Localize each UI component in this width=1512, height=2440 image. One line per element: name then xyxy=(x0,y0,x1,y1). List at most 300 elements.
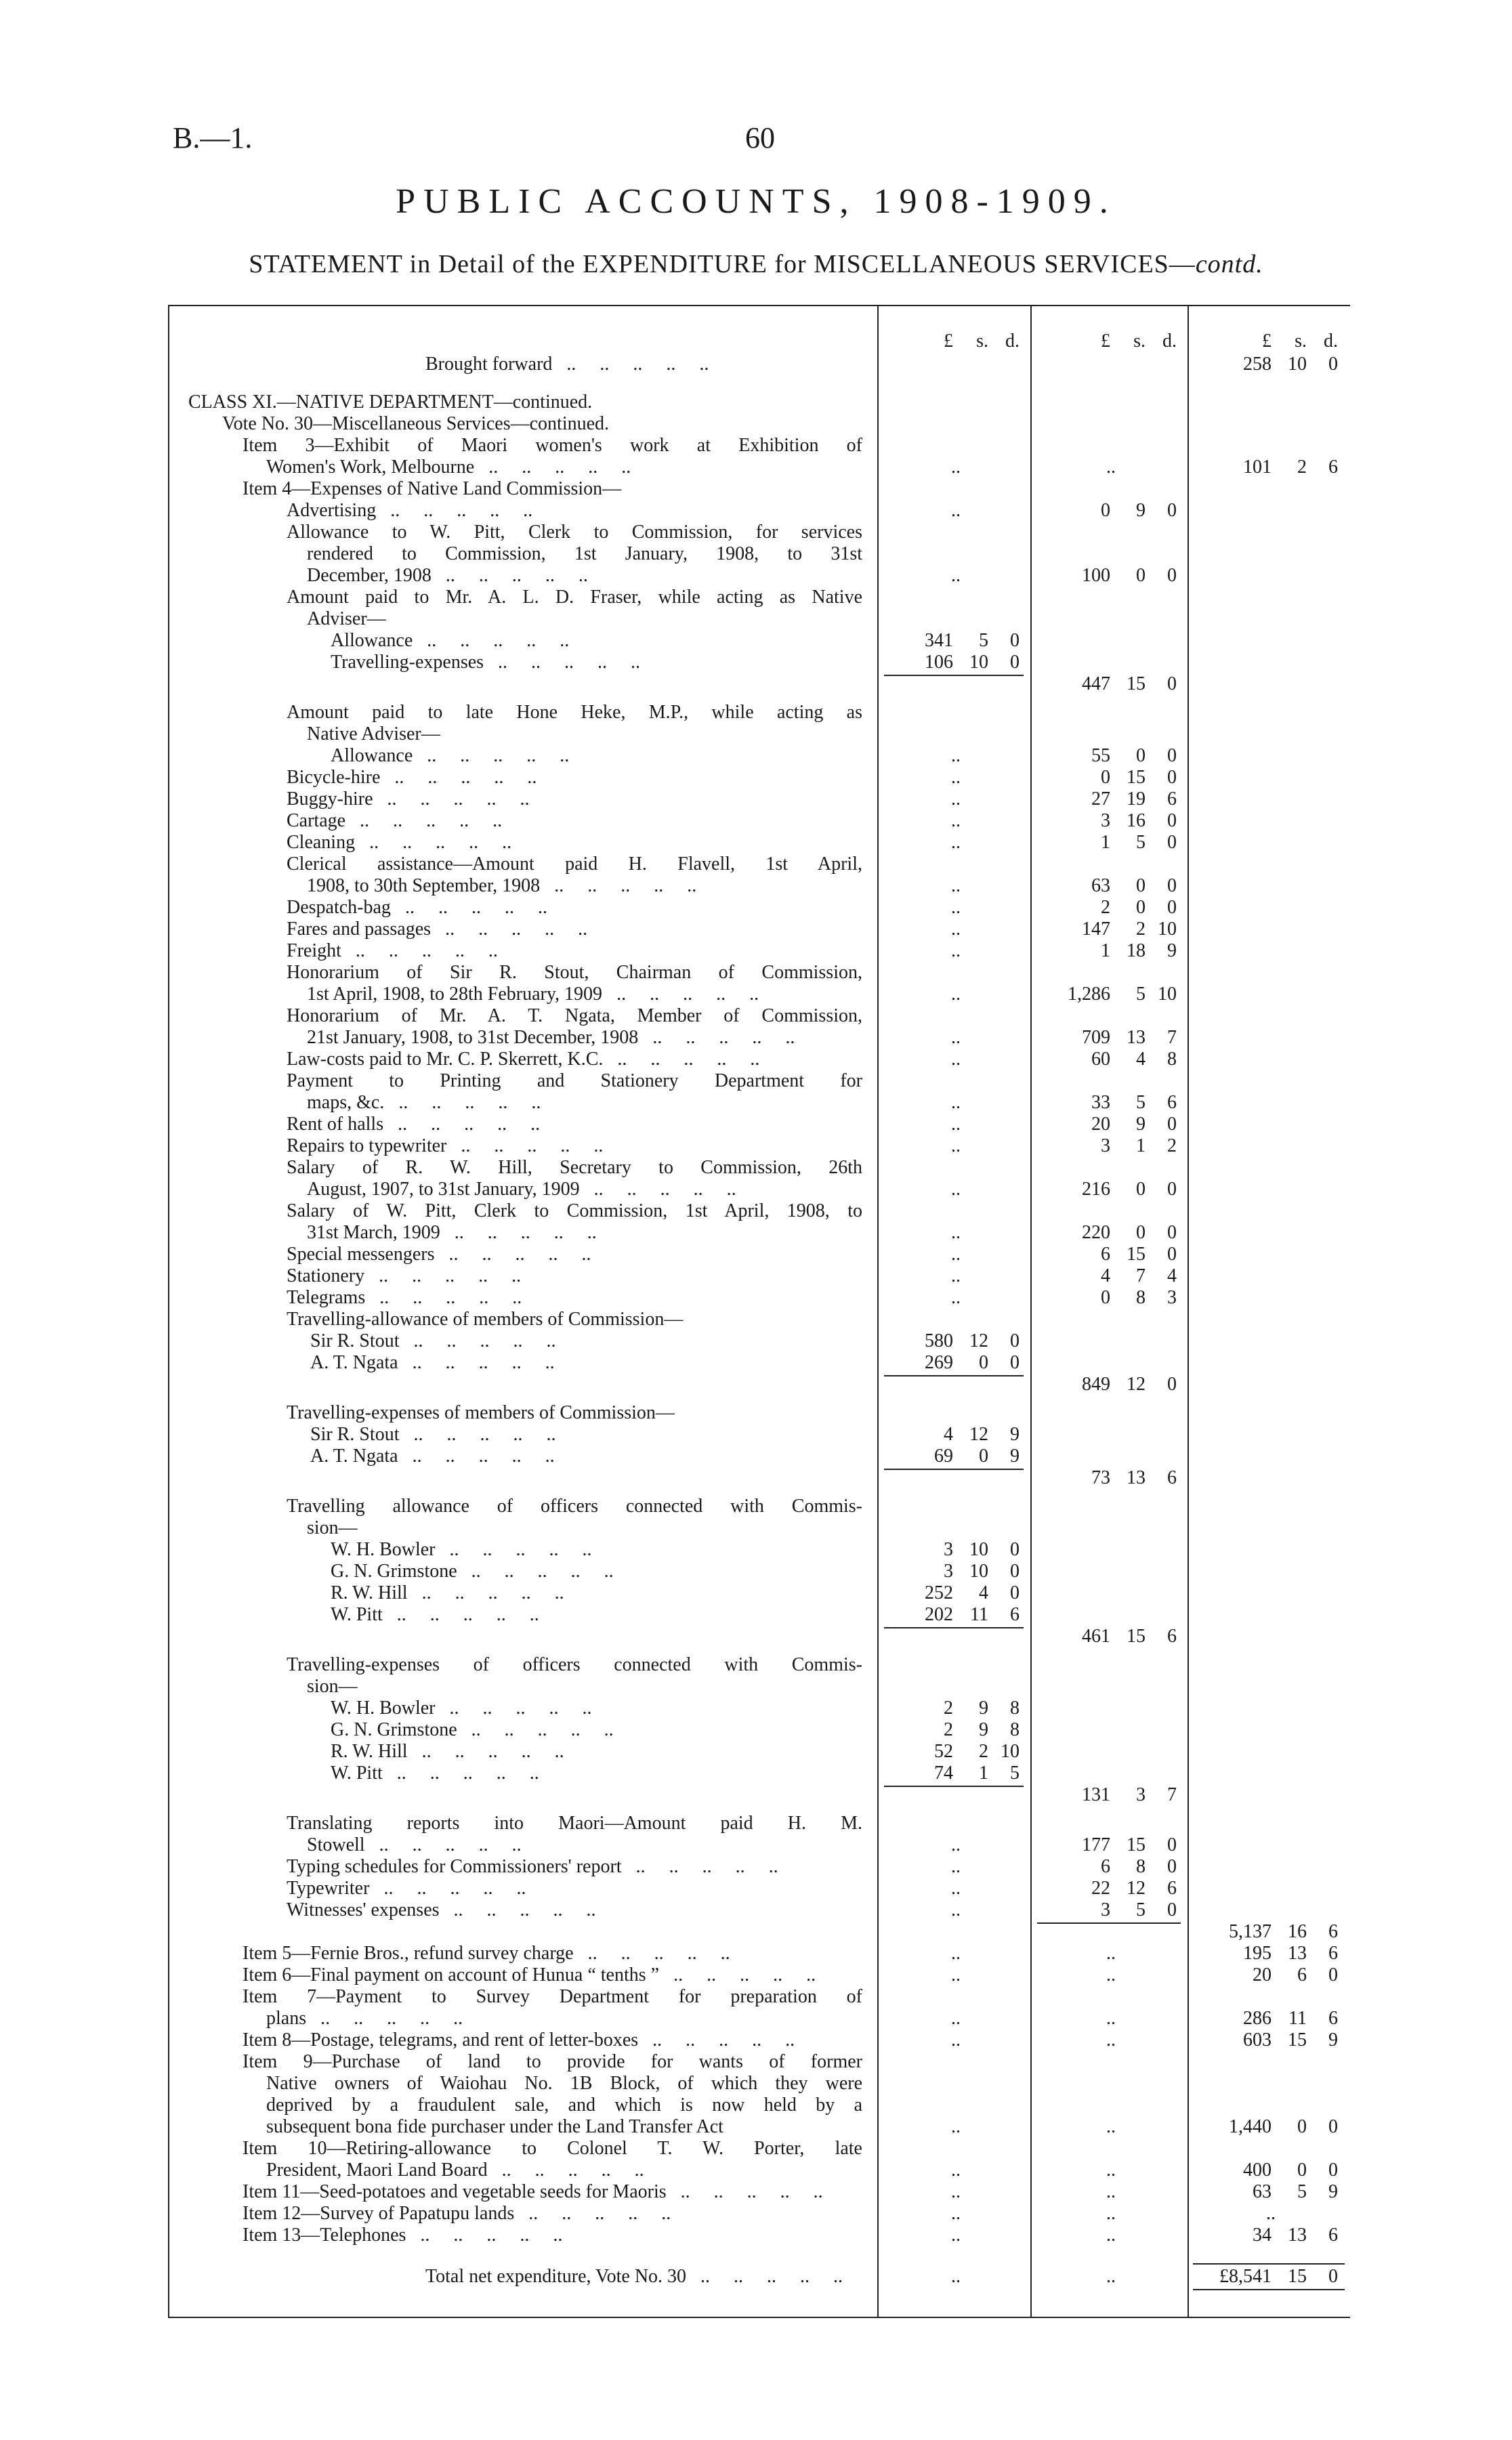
amount-cell-2 xyxy=(1030,1856,1188,1878)
shillings-value: 0 xyxy=(979,1446,988,1467)
pence-value: 6 xyxy=(1328,1943,1338,1964)
row-label: Allowance .. xyxy=(331,630,862,652)
shillings-value: 15 xyxy=(1127,673,1146,694)
amount-cell-2 xyxy=(1030,1964,1188,1986)
row-label: Typewriter .. xyxy=(287,1878,862,1899)
table-row xyxy=(168,1741,1350,1763)
amount-cell-2 xyxy=(1030,1899,1188,1921)
nil-marker: .. xyxy=(951,1265,961,1286)
pounds-value: 74 xyxy=(934,1763,953,1784)
pence-value: 0 xyxy=(1010,1561,1020,1582)
pounds-value: 73 xyxy=(1091,1467,1110,1488)
table-row xyxy=(168,702,1350,723)
shillings-value: 0 xyxy=(1136,897,1146,918)
table-row xyxy=(168,723,1350,745)
table-row xyxy=(168,1964,1350,1986)
shillings-value: 15 xyxy=(1127,767,1146,788)
amount-cell-1 xyxy=(877,897,1030,919)
amount-cell-2 xyxy=(1030,2225,1188,2246)
pence-value: 0 xyxy=(1167,1856,1177,1877)
shillings-value: 11 xyxy=(970,1604,988,1625)
row-label: sion— xyxy=(307,1517,358,1538)
table-row xyxy=(168,435,1350,457)
amount-cell-1 xyxy=(877,1446,1030,1467)
pence-value: 0 xyxy=(1328,1964,1338,1985)
pounds-value: 603 xyxy=(1243,2029,1272,2050)
pence-value: 0 xyxy=(1010,652,1020,673)
row-label: Stowell .. xyxy=(307,1834,862,1856)
pounds-value: 3 xyxy=(944,1539,953,1560)
shillings-value: 0 xyxy=(1136,1222,1146,1243)
pounds-value: 447 xyxy=(1082,673,1110,694)
table-row xyxy=(168,2266,1350,2288)
nil-marker: .. xyxy=(951,1943,961,1964)
nil-marker: .. xyxy=(951,2160,961,2181)
pounds-value: 55 xyxy=(1091,745,1110,766)
amount-cell-3 xyxy=(1188,1964,1350,1986)
pounds-value: 400 xyxy=(1243,2160,1272,2181)
pence-value: 6 xyxy=(1328,2225,1338,2246)
amount-cell-2 xyxy=(1030,457,1188,478)
amount-cell-2 xyxy=(1030,2266,1188,2288)
table-row xyxy=(168,810,1350,832)
row-label: Item 13—Telephones .. xyxy=(243,2225,862,2246)
page-reference: B.—1. xyxy=(173,121,253,154)
table-row xyxy=(168,1719,1350,1741)
pounds-value: 63 xyxy=(1253,2181,1272,2202)
amount-cell-1 xyxy=(877,1582,1030,1604)
amount-cell-1 xyxy=(877,1763,1030,1784)
row-label: Item 7—Payment to Survey Department for preparation of xyxy=(243,1986,862,2007)
nil-marker: .. xyxy=(1106,2116,1116,2137)
table-row xyxy=(168,413,1350,435)
nil-marker: .. xyxy=(951,2203,961,2224)
row-label: W. H. Bowler .. xyxy=(331,1539,862,1561)
table-row xyxy=(168,392,1350,413)
amount-cell-2 xyxy=(1030,2029,1188,2051)
column-header-pounds: £ xyxy=(944,331,953,352)
row-label: plans .. xyxy=(266,2008,862,2029)
amount-cell-1 xyxy=(877,630,1030,652)
table-row xyxy=(168,354,1350,375)
nil-marker: .. xyxy=(951,897,961,918)
amount-cell-2 xyxy=(1030,1784,1188,1806)
amount-cell-1 xyxy=(877,1943,1030,1964)
pence-value: 10 xyxy=(1158,984,1177,1005)
pounds-value: 106 xyxy=(925,652,953,673)
table-row xyxy=(168,854,1350,875)
row-label: Allowance to W. Pitt, Clerk to Commission, for services xyxy=(287,522,862,543)
table-row xyxy=(168,1092,1350,1114)
nil-marker: .. xyxy=(951,500,961,521)
pence-value: 8 xyxy=(1167,1049,1177,1070)
pence-value: 4 xyxy=(1167,1265,1177,1286)
pence-value: 6 xyxy=(1167,1626,1177,1647)
shillings-value: 8 xyxy=(1136,1856,1146,1877)
table-row xyxy=(168,1200,1350,1222)
pounds-value: 3 xyxy=(1101,1899,1110,1920)
pounds-value: 101 xyxy=(1243,457,1272,478)
pounds-value: 6 xyxy=(1101,1856,1110,1877)
amount-cell-2 xyxy=(1030,788,1188,810)
row-label: A. T. Ngata .. xyxy=(310,1446,862,1467)
table-row xyxy=(168,2160,1350,2181)
nil-marker: .. xyxy=(1106,2203,1116,2224)
amount-cell-1 xyxy=(877,1049,1030,1070)
pounds-value: 69 xyxy=(934,1446,953,1467)
row-label: Travelling-allowance of members of Commission— xyxy=(287,1309,684,1330)
row-label: Buggy-hire .. xyxy=(287,788,862,810)
amount-cell-1 xyxy=(877,1265,1030,1287)
nil-marker: .. xyxy=(1106,2266,1116,2287)
pounds-value: 1,286 xyxy=(1068,984,1110,1005)
pounds-value: 220 xyxy=(1082,1222,1110,1243)
row-label: Law-costs paid to Mr. C. P. Skerrett, K.C. .. xyxy=(287,1049,862,1070)
amount-cell-2 xyxy=(1030,1222,1188,1244)
amount-cell-1 xyxy=(877,1135,1030,1157)
table-row xyxy=(168,1986,1350,2008)
row-label: Repairs to typewriter .. xyxy=(287,1135,862,1157)
amount-cell-1 xyxy=(877,810,1030,832)
pounds-value: 2 xyxy=(944,1698,953,1719)
row-label: A. T. Ngata .. xyxy=(310,1352,862,1374)
pence-value: 0 xyxy=(1010,1539,1020,1560)
document-title: PUBLIC ACCOUNTS, 1908-1909. xyxy=(396,182,1116,221)
row-label: Rent of halls .. xyxy=(287,1114,862,1135)
pence-value: 8 xyxy=(1010,1719,1020,1740)
pounds-value: 34 xyxy=(1253,2225,1272,2246)
pence-value: 0 xyxy=(1328,2160,1338,2181)
shillings-value: 13 xyxy=(1127,1467,1146,1488)
row-label: President, Maori Land Board .. xyxy=(266,2160,862,2181)
amount-cell-1 xyxy=(877,2029,1030,2051)
nil-marker: .. xyxy=(951,767,961,788)
pence-value: 10 xyxy=(1158,919,1177,940)
shillings-value: 0 xyxy=(979,1352,988,1373)
nil-marker: .. xyxy=(1106,1964,1116,1985)
amount-cell-2 xyxy=(1030,565,1188,587)
pounds-value: 6 xyxy=(1101,1244,1110,1265)
row-label: Travelling-expenses of officers connected with Commis- xyxy=(287,1654,862,1675)
subtotal-row xyxy=(168,1374,1350,1395)
subtotal-row xyxy=(168,1467,1350,1489)
row-label: Honorarium of Sir R. Stout, Chairman of Commission, xyxy=(287,962,862,983)
shillings-value: 0 xyxy=(1136,875,1146,896)
row-label: Salary of W. Pitt, Clerk to Commission, 1st April, 1908, to xyxy=(287,1200,862,1221)
amount-cell-1 xyxy=(877,875,1030,897)
shillings-value: 15 xyxy=(1127,1834,1146,1855)
shillings-value: 5 xyxy=(1136,1092,1146,1113)
row-label: Travelling-expenses .. xyxy=(331,652,862,673)
table-row xyxy=(168,1330,1350,1352)
row-label: Item 8—Postage, telegrams, and rent of letter-boxes .. xyxy=(243,2029,862,2051)
row-label: Adviser— xyxy=(307,608,386,629)
amount-cell-1 xyxy=(877,2008,1030,2029)
amount-cell-3 xyxy=(1188,2160,1350,2181)
pence-value: 5 xyxy=(1010,1763,1020,1784)
nil-marker: .. xyxy=(951,1834,961,1855)
table-row xyxy=(168,543,1350,565)
shillings-value: 6 xyxy=(1297,1964,1307,1985)
pence-value: 0 xyxy=(1167,1222,1177,1243)
pounds-value: 20 xyxy=(1253,1964,1272,1985)
shillings-value: 2 xyxy=(1297,457,1307,478)
nil-marker: .. xyxy=(951,1856,961,1877)
amount-cell-2 xyxy=(1030,2116,1188,2138)
pence-value: 0 xyxy=(1167,1374,1177,1395)
column-header-shillings: s. xyxy=(976,331,988,352)
table-row xyxy=(168,457,1350,478)
table-row xyxy=(168,1676,1350,1698)
amount-cell-3 xyxy=(1188,2203,1350,2225)
amount-cell-2 xyxy=(1030,1049,1188,1070)
amount-cell-1 xyxy=(877,788,1030,810)
nil-marker: .. xyxy=(951,832,961,853)
amount-cell-1 xyxy=(877,1179,1030,1200)
column-header-shillings: s. xyxy=(1133,331,1146,352)
table-row xyxy=(168,2029,1350,2051)
amount-cell-3 xyxy=(1188,2225,1350,2246)
pounds-value: 3 xyxy=(944,1561,953,1582)
pounds-value: 202 xyxy=(925,1604,953,1625)
nil-marker: .. xyxy=(951,1114,961,1135)
pence-value: 0 xyxy=(1167,1114,1177,1135)
amount-cell-3 xyxy=(1188,457,1350,478)
shillings-value: 15 xyxy=(1288,2029,1307,2050)
table-row xyxy=(168,1604,1350,1626)
pence-value: 6 xyxy=(1328,2008,1338,2029)
table-row xyxy=(168,1856,1350,1878)
table-row xyxy=(168,1446,1350,1467)
row-label: sion— xyxy=(307,1676,358,1697)
table-row xyxy=(168,1222,1350,1244)
table-row xyxy=(168,1049,1350,1070)
table-row xyxy=(168,1582,1350,1604)
row-label: Advertising .. xyxy=(287,500,862,522)
pence-value: 0 xyxy=(1328,2266,1338,2287)
nil-marker: .. xyxy=(1266,2203,1276,2224)
pence-value: 0 xyxy=(1167,767,1177,788)
pounds-value: 5,137 xyxy=(1229,1921,1272,1942)
row-label: Cleaning .. xyxy=(287,832,862,854)
row-label: Amount paid to late Hone Heke, M.P., while acting as xyxy=(287,702,862,723)
subtitle-contd: contd. xyxy=(1195,250,1263,278)
shillings-value: 0 xyxy=(1136,1179,1146,1200)
amount-cell-1 xyxy=(877,1834,1030,1856)
amount-cell-3 xyxy=(1188,2266,1350,2288)
pounds-value: 100 xyxy=(1082,565,1110,586)
row-label: 21st January, 1908, to 31st December, 1908 .. xyxy=(307,1027,862,1049)
amount-cell-2 xyxy=(1030,1244,1188,1265)
row-label: Telegrams .. xyxy=(287,1287,862,1309)
amount-cell-2 xyxy=(1030,1135,1188,1157)
amount-cell-1 xyxy=(877,1561,1030,1582)
amount-cell-2 xyxy=(1030,673,1188,695)
pence-value: 0 xyxy=(1167,1899,1177,1920)
table-row xyxy=(168,1899,1350,1921)
shillings-value: 10 xyxy=(1288,354,1307,375)
table-row xyxy=(168,919,1350,940)
shillings-value: 0 xyxy=(1136,745,1146,766)
table-row xyxy=(168,1496,1350,1517)
row-label: Item 12—Survey of Papatupu lands .. xyxy=(243,2203,862,2225)
table-row xyxy=(168,1287,1350,1309)
pounds-value: 4 xyxy=(944,1424,953,1445)
amount-cell-2 xyxy=(1030,745,1188,767)
table-row xyxy=(168,2138,1350,2160)
pounds-value: 3 xyxy=(1101,1135,1110,1156)
pence-value: 0 xyxy=(1167,1244,1177,1265)
pence-value: 0 xyxy=(1167,1834,1177,1855)
amount-cell-2 xyxy=(1030,897,1188,919)
shillings-value: 9 xyxy=(1136,1114,1146,1135)
nil-marker: .. xyxy=(1106,2225,1116,2246)
amount-cell-1 xyxy=(877,1222,1030,1244)
shillings-value: 1 xyxy=(979,1763,988,1784)
pounds-value: 147 xyxy=(1082,919,1110,940)
amount-cell-1 xyxy=(877,1027,1030,1049)
pounds-value: 195 xyxy=(1243,1943,1272,1964)
nil-marker: .. xyxy=(951,565,961,586)
nil-marker: .. xyxy=(951,745,961,766)
amount-cell-2 xyxy=(1030,2203,1188,2225)
nil-marker: .. xyxy=(951,1027,961,1048)
nil-marker: .. xyxy=(951,1179,961,1200)
table-row xyxy=(168,1561,1350,1582)
nil-marker: .. xyxy=(951,1287,961,1308)
pounds-value: 27 xyxy=(1091,788,1110,809)
pence-value: 0 xyxy=(1167,745,1177,766)
shillings-value: 11 xyxy=(1288,2008,1307,2029)
table-row xyxy=(168,984,1350,1005)
table-row xyxy=(168,1878,1350,1899)
table-row xyxy=(168,1027,1350,1049)
shillings-value: 4 xyxy=(1136,1049,1146,1070)
amount-cell-1 xyxy=(877,2160,1030,2181)
row-label: Payment to Printing and Stationery Department for xyxy=(287,1070,862,1091)
shillings-value: 16 xyxy=(1127,810,1146,831)
pounds-value: 4 xyxy=(1101,1265,1110,1286)
row-label: Sir R. Stout .. xyxy=(310,1424,862,1446)
table-row xyxy=(168,897,1350,919)
shillings-value: 19 xyxy=(1127,788,1146,809)
pence-value: 8 xyxy=(1010,1698,1020,1719)
shillings-value: 12 xyxy=(1127,1878,1146,1899)
row-label: CLASS XI.—NATIVE DEPARTMENT—continued. xyxy=(188,392,593,413)
pounds-value: 20 xyxy=(1091,1114,1110,1135)
nil-marker: .. xyxy=(951,919,961,940)
pounds-value: 52 xyxy=(934,1741,953,1762)
pounds-value: 3 xyxy=(1101,810,1110,831)
pence-value: 0 xyxy=(1010,1330,1020,1351)
shillings-value: 12 xyxy=(1127,1374,1146,1395)
amount-cell-2 xyxy=(1030,940,1188,962)
nil-marker: .. xyxy=(951,1049,961,1070)
amount-cell-1 xyxy=(877,1878,1030,1899)
pence-value: 9 xyxy=(1167,940,1177,961)
table-row xyxy=(168,522,1350,543)
pounds-value: 258 xyxy=(1243,354,1272,375)
column-header-shillings: s. xyxy=(1295,331,1307,352)
shillings-value: 0 xyxy=(1136,565,1146,586)
amount-cell-3 xyxy=(1188,2181,1350,2203)
nil-marker: .. xyxy=(1106,457,1116,478)
amount-cell-1 xyxy=(877,1604,1030,1626)
pounds-value: 177 xyxy=(1082,1834,1110,1855)
pounds-value: 580 xyxy=(925,1330,953,1351)
pence-value: 0 xyxy=(1167,810,1177,831)
shillings-value: 10 xyxy=(969,1539,988,1560)
table-bottom-rule xyxy=(168,2317,1350,2318)
amount-cell-2 xyxy=(1030,1092,1188,1114)
pence-value: 6 xyxy=(1167,788,1177,809)
table-row xyxy=(168,478,1350,500)
pounds-value: 33 xyxy=(1091,1092,1110,1113)
row-label: Salary of R. W. Hill, Secretary to Commission, 26th xyxy=(287,1157,862,1178)
nil-marker: .. xyxy=(951,2266,961,2287)
nil-marker: .. xyxy=(951,2116,961,2137)
amount-cell-2 xyxy=(1030,1626,1188,1647)
amount-cell-1 xyxy=(877,500,1030,522)
amount-cell-1 xyxy=(877,1539,1030,1561)
row-label: W. Pitt .. xyxy=(331,1763,862,1784)
column-header-pence: d. xyxy=(1324,331,1338,352)
amount-cell-1 xyxy=(877,1244,1030,1265)
table-top-rule xyxy=(168,305,1350,306)
shillings-value: 9 xyxy=(1136,500,1146,521)
row-label: Fares and passages .. xyxy=(287,919,862,940)
amount-cell-1 xyxy=(877,832,1030,854)
subtotal-row xyxy=(168,1921,1350,1943)
pence-value: 0 xyxy=(1010,1582,1020,1603)
table-row xyxy=(168,1157,1350,1179)
row-label: Vote No. 30—Miscellaneous Services—continued. xyxy=(222,413,610,434)
table-row xyxy=(168,2225,1350,2246)
shillings-value: 5 xyxy=(1136,1899,1146,1920)
row-label: R. W. Hill .. xyxy=(331,1582,862,1604)
pence-value: 0 xyxy=(1167,565,1177,586)
nil-marker: .. xyxy=(951,875,961,896)
shillings-value: 10 xyxy=(969,652,988,673)
pence-value: 10 xyxy=(1001,1741,1020,1762)
shillings-value: 9 xyxy=(979,1698,988,1719)
amount-cell-2 xyxy=(1030,2181,1188,2203)
pence-value: 9 xyxy=(1010,1446,1020,1467)
subtitle-main: STATEMENT in Detail of the EXPENDITURE for MISCELLANEOUS SERVICES— xyxy=(249,250,1196,278)
amount-cell-2 xyxy=(1030,810,1188,832)
row-label: Item 11—Seed-potatoes and vegetable seeds for Maoris .. xyxy=(243,2181,862,2203)
row-label: Item 9—Purchase of land to provide for wants of former xyxy=(243,2051,862,2072)
row-label: Brought forward .. xyxy=(425,354,862,375)
table-row xyxy=(168,962,1350,984)
row-label: G. N. Grimstone .. xyxy=(331,1719,862,1741)
column-header-pence: d. xyxy=(1005,331,1020,352)
amount-cell-1 xyxy=(877,745,1030,767)
amount-cell-2 xyxy=(1030,1878,1188,1899)
pence-value: 0 xyxy=(1328,354,1338,375)
table-row xyxy=(168,2073,1350,2095)
pounds-value: 709 xyxy=(1082,1027,1110,1048)
amount-cell-1 xyxy=(877,2181,1030,2203)
table-row xyxy=(168,1834,1350,1856)
pence-value: 6 xyxy=(1167,1092,1177,1113)
amount-cell-3 xyxy=(1188,354,1350,375)
shillings-value: 12 xyxy=(969,1330,988,1351)
amount-cell-1 xyxy=(877,767,1030,788)
shillings-value: 2 xyxy=(1136,919,1146,940)
pence-value: 7 xyxy=(1167,1784,1177,1805)
nil-marker: .. xyxy=(951,2225,961,2246)
